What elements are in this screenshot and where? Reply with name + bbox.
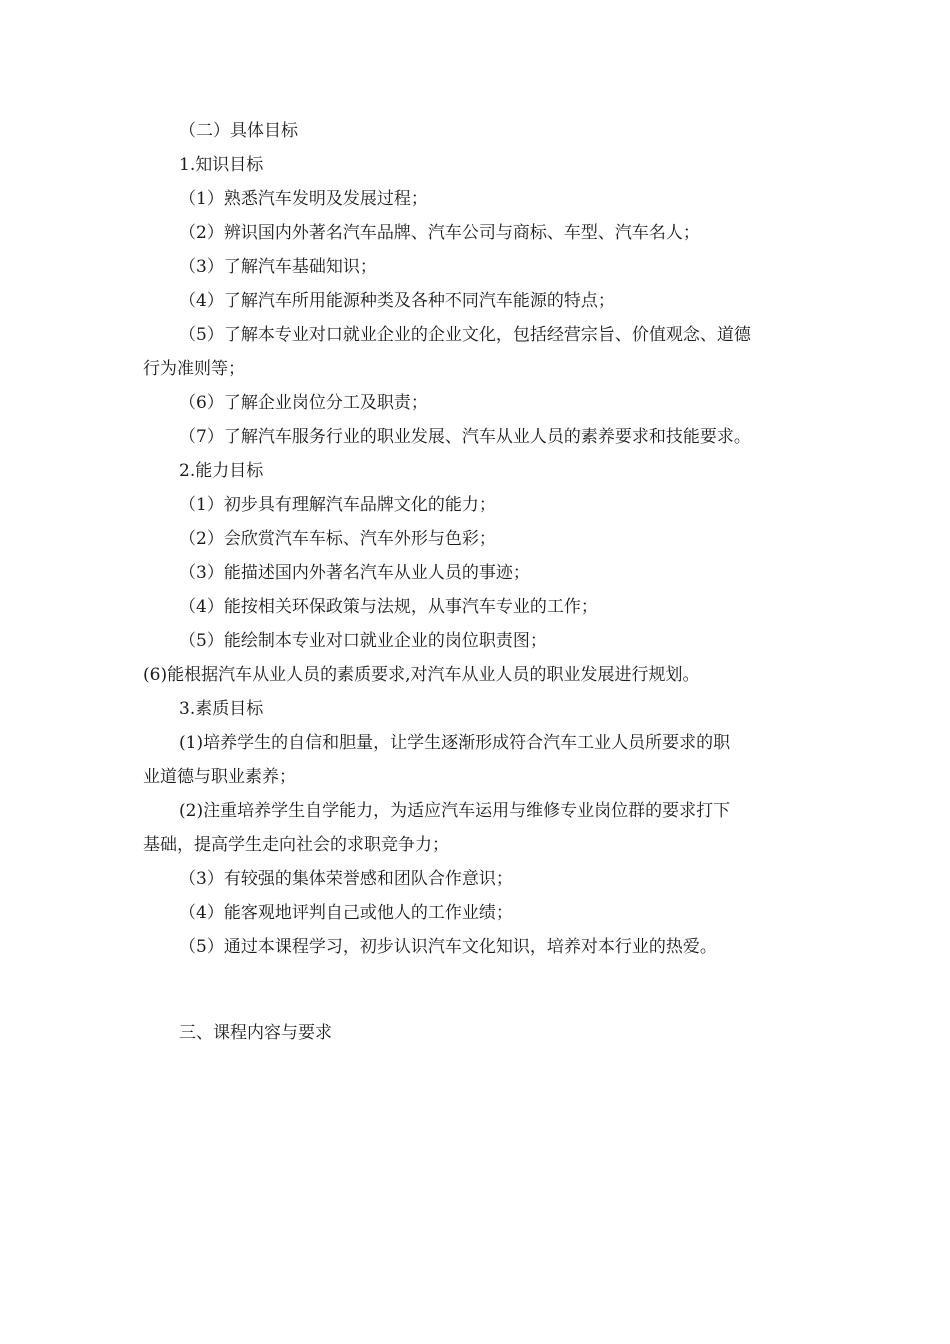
quality-item-continuation: 业道德与职业素养； (143, 767, 296, 787)
knowledge-item: （6）了解企业岗位分工及职责； (179, 393, 428, 413)
quality-item: （5）通过本课程学习，初步认识汽车文化知识，培养对本行业的热爱。 (179, 937, 717, 957)
ability-item: （4）能按相关环保政策与法规，从事汽车专业的工作； (179, 597, 598, 617)
knowledge-item: （1）熟悉汽车发明及发展过程； (179, 189, 428, 209)
knowledge-goals-title: 1.知识目标 (179, 155, 264, 175)
quality-item: (1)培养学生的自信和胆量，让学生逐渐形成符合汽车工业人员所要求的职 (179, 733, 731, 753)
knowledge-item: （7）了解汽车服务行业的职业发展、汽车从业人员的素养要求和技能要求。 (179, 427, 751, 447)
quality-item-continuation: 基础，提高学生走向社会的求职竞争力； (143, 835, 449, 855)
ability-goals-title: 2.能力目标 (179, 461, 264, 481)
ability-item: （5）能绘制本专业对口就业企业的岗位职责图； (179, 631, 547, 651)
ability-item: （2）会欣赏汽车车标、汽车外形与色彩； (179, 529, 496, 549)
knowledge-item: （3）了解汽车基础知识； (179, 257, 377, 277)
paragraph-gap (143, 964, 815, 1016)
ability-item: （3）能描述国内外著名汽车从业人员的事迹； (179, 563, 530, 583)
quality-goals-title: 3.素质目标 (179, 699, 264, 719)
quality-item: （4）能客观地评判自己或他人的工作业绩； (179, 903, 513, 923)
document-body (143, 114, 815, 1050)
quality-item: (2)注重培养学生自学能力，为适应汽车运用与维修专业岗位群的要求打下 (179, 801, 731, 821)
section-three-heading: 三、课程内容与要求 (179, 1023, 332, 1043)
quality-item: （3）有较强的集体荣誉感和团队合作意识； (179, 869, 513, 889)
knowledge-item-continuation: 行为准则等； (143, 359, 245, 379)
knowledge-item: （4）了解汽车所用能源种类及各种不同汽车能源的特点； (179, 291, 615, 311)
ability-item: (6)能根据汽车从业人员的素质要求,对汽车从业人员的职业发展进行规划。 (143, 665, 700, 685)
knowledge-item: （5）了解本专业对口就业企业的企业文化，包括经营宗旨、价值观念、道德 (179, 325, 751, 345)
section-heading-specific-goals: （二）具体目标 (179, 121, 298, 141)
knowledge-item: （2）辨识国内外著名汽车品牌、汽车公司与商标、车型、汽车名人； (179, 223, 700, 243)
ability-item: （1）初步具有理解汽车品牌文化的能力； (179, 495, 496, 515)
